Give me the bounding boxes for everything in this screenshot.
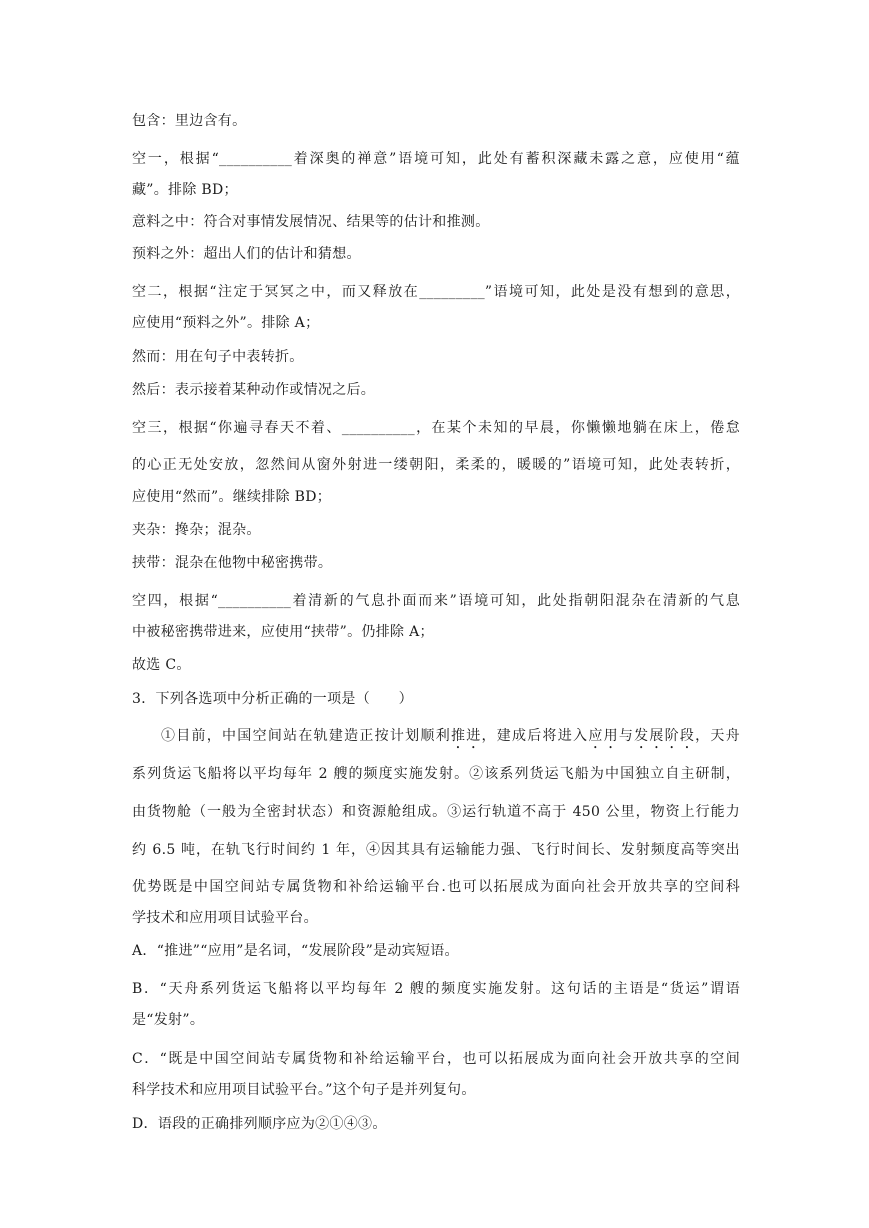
explanation-line: 夹杂：搀杂；混杂。 — [132, 522, 261, 538]
explanation-line: 应使用“预料之外”。排除 A； — [132, 315, 320, 331]
passage-line: 学技术和应用项目试验平台。 — [132, 910, 318, 926]
passage-line: ①目前，中国空间站在轨建造正按计划顺利推进，建成后将进入应用与发展阶段，天舟 — [161, 728, 740, 744]
explanation-line: 空四，根据“__________着清新的气息扑面而来”语境可知，此处指朝阳混杂在清新的气息 — [132, 593, 740, 609]
explanation-line: 空三，根据“你遍寻春天不着、__________，在某个未知的早晨，你懒懒地躺在床上，倦怠 — [132, 420, 740, 436]
passage-line: 约 6.5 吨，在轨飞行时间约 1 年，④因其具有运输能力强、飞行时间长、发射频度高等突出 — [132, 842, 740, 858]
explanation-line: 空一，根据“__________着深奥的禅意”语境可知，此处有蓄积深藏未露之意，应使用“蕴 — [132, 151, 740, 167]
explanation-line: 包含：里边含有。 — [132, 113, 247, 129]
emphasis-word: 推进 — [450, 728, 482, 744]
explanation-line: 然而：用在句子中表转折。 — [132, 349, 304, 365]
option-c: C．“既是中国空间站专属货物和补给运输平台，也可以拓展成为面向社会开放共享的空间 — [132, 1051, 740, 1067]
emphasis-word: 应用 — [588, 728, 619, 744]
option-c: 科学技术和应用项目试验平台。”这个句子是并列复句。 — [132, 1082, 476, 1098]
option-a: A．“推进”“应用”是名词，“发展阶段”是动宾短语。 — [132, 943, 459, 959]
explanation-line: 故选 C。 — [132, 657, 191, 673]
emphasis-word: 发展阶段 — [634, 728, 696, 744]
passage-line: 优势既是中国空间站专属货物和补给运输平台.也可以拓展成为面向社会开放共享的空间科 — [132, 879, 740, 895]
passage-line: 由货物舱（一般为全密封状态）和资源舱组成。③运行轨道不高于 450 公里，物资上行能力 — [132, 804, 740, 820]
option-d: D．语段的正确排列顺序应为②①④③。 — [132, 1116, 387, 1132]
passage-line: 系列货运飞船将以平均每年 2 艘的频度实施发射。②该系列货运飞船为中国独立自主研制， — [132, 766, 740, 782]
explanation-line: 挟带：混杂在他物中秘密携带。 — [132, 555, 333, 571]
explanation-line: 藏”。排除 BD； — [132, 182, 238, 198]
explanation-line: 空二，根据“注定于冥冥之中，而又释放在_________”语境可知，此处是没有想到的意思， — [132, 284, 740, 300]
explanation-line: 然后：表示接着某种动作或情况之后。 — [132, 382, 376, 398]
explanation-line: 预料之外：超出人们的估计和猜想。 — [132, 246, 361, 262]
question-stem: 3．下列各选项中分析正确的一项是（ ） — [132, 691, 413, 707]
explanation-line: 意料之中：符合对事情发展情况、结果等的估计和推测。 — [132, 214, 490, 230]
option-b: B．“天舟系列货运飞船将以平均每年 2 艘的频度实施发射。这句话的主语是“货运”谓语 — [132, 981, 740, 997]
option-b: 是“发射”。 — [132, 1012, 205, 1028]
explanation-line: 中被秘密携带进来，应使用“挟带”。仍排除 A； — [132, 624, 434, 640]
explanation-line: 应使用“然而”。继续排除 BD； — [132, 489, 332, 505]
explanation-line: 的心正无处安放，忽然间从窗外射进一缕朝阳，柔柔的，暖暖的”语境可知，此处表转折， — [132, 457, 740, 473]
